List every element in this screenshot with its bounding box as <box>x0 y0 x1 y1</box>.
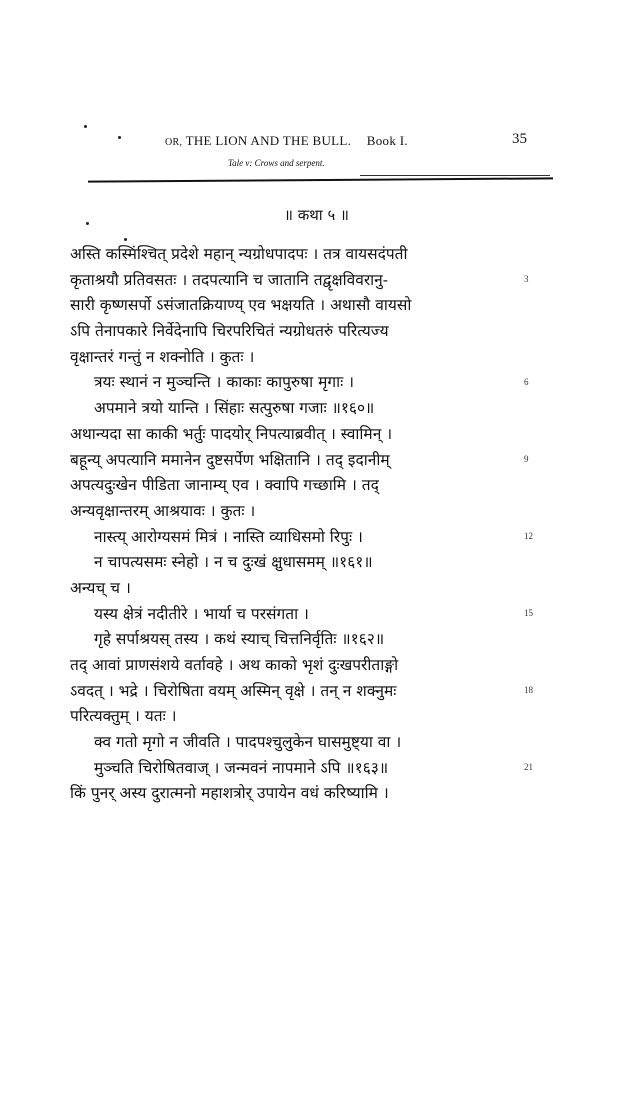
verse-line: गृहे सर्पाश्रयस् तस्य । कथं स्याच् चित्तनिर्वृतिः ॥१६२॥ <box>94 630 385 649</box>
prose-line: अन्यवृक्षान्तरम् आश्रयावः । कुतः । <box>70 501 256 520</box>
prose-line: तद् आवां प्राणसंशये वर्तावहे । अथ काको भृशं दुःखपरीताङ्गो <box>70 656 399 674</box>
margin-line-number: 12 <box>524 530 533 541</box>
prose-line: वृक्षान्तरं गन्तुं न शक्नोति । कुतः । <box>70 347 255 366</box>
prose-line: बहून्य् अपत्यानि ममानेन दुष्टसर्पेण भक्षितानि । तद् इदानीम् <box>70 450 390 469</box>
verse-line: यस्य क्षेत्रं नदीतीरे । भार्या च परसंगता । <box>94 604 309 623</box>
prose-line: अथान्यदा सा काकी भर्तुः पादयोर् निपत्याब्रवीत् । स्वामिन् । <box>70 424 393 443</box>
prose-line: परित्यक्तुम् । यतः । <box>70 707 177 726</box>
prose-line: अपत्यदुःखेन पीडिता जानाम्य् एव । क्वापि गच्छामि । तद् <box>70 476 379 495</box>
margin-line-number: 6 <box>524 376 529 387</box>
page-number: 35 <box>512 131 527 147</box>
prose-line: ऽवदत् । भद्रे । चिरोषिता वयम् अस्मिन् वृक्षे । तन् न शक्नुमः <box>70 681 397 700</box>
prose-line: किं पुनर् अस्य दुरात्मनो महाशत्रोर् उपायेन वधं करिष्यामि । <box>70 784 389 803</box>
verse-line: मुञ्चति चिरोषितवाज् । जन्मवनं नापमाने ऽपि ॥१६३॥ <box>94 758 389 777</box>
specks <box>118 136 121 139</box>
verse-line: अपमाने त्रयो यान्ति । सिंहाः सत्पुरुषा गजाः ॥१६०॥ <box>94 399 375 418</box>
margin-line-number: 21 <box>524 762 533 772</box>
margin-line-number: 3 <box>524 273 529 284</box>
margin-line-number: 15 <box>524 607 533 618</box>
header-title: THE LION AND THE BULL. <box>185 133 352 148</box>
prose-line: अन्यच् च । <box>70 578 131 597</box>
header-rule-thin <box>360 175 550 176</box>
header-book: Book I. <box>366 133 408 148</box>
running-subheader: Tale v: Crows and serpent. <box>228 158 325 168</box>
prose-line: कृताश्रयौ प्रतिवसतः । तदपत्यानि च जातानि तद्वृक्षविवरानु- <box>70 270 389 289</box>
verse-line: क्व गतो मृगो न जीवति । पादपश्चुलुकेन घासमुष्ट्या वा । <box>94 733 402 752</box>
specks <box>124 238 127 241</box>
margin-line-number: 18 <box>524 684 533 695</box>
header-title-prefix: OR, <box>165 137 183 148</box>
specks <box>84 125 87 128</box>
prose-line: सारी कृष्णसर्पो ऽसंजातक्रियाण्य् एव भक्षयति । अथासौ वायसो <box>70 296 412 315</box>
prose-line: ऽपि तेनापकारे निर्वेदेनापि चिरपरिचितं न्यग्रोधतरुं परित्यज्य <box>70 322 389 341</box>
verse-line: न चापत्यसमः स्नेहो । न च दुःखं क्षुधासमम् ॥१६१॥ <box>94 553 373 572</box>
margin-line-number: 9 <box>524 453 529 464</box>
sanskrit-text-block <box>70 242 550 807</box>
running-header <box>165 133 408 149</box>
prose-line: अस्ति कस्मिंश्चित् प्रदेशे महान् न्यग्रोधपादपः । तत्र वायसदंपती <box>70 245 408 263</box>
header-rule <box>88 177 553 182</box>
verse-line: त्रयः स्थानं न मुञ्चन्ति । काकाः कापुरुषा मृगाः । <box>94 373 355 392</box>
tale-title: ॥ कथा ५ ॥ <box>283 206 350 224</box>
verse-line: नास्त्य् आरोग्यसमं मित्रं । नास्ति व्याधिसमो रिपुः । <box>94 527 363 546</box>
